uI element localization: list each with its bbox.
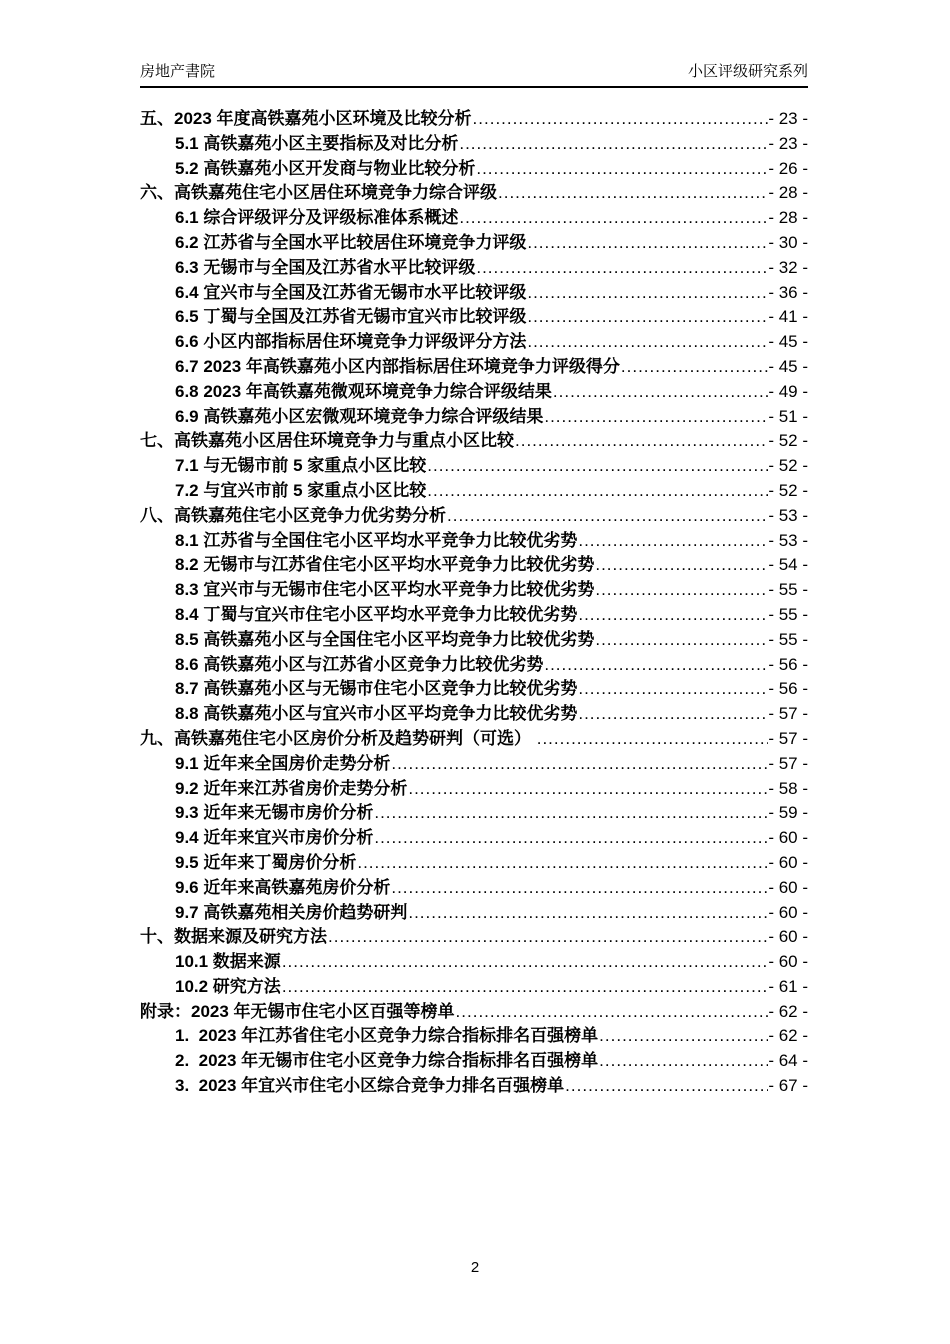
toc-dot-leader [599, 1026, 768, 1046]
toc-entry-page: - 60 - [768, 828, 808, 848]
toc-entry-page: - 57 - [768, 753, 808, 773]
toc-dot-leader [391, 754, 768, 774]
toc-entry-title: 6.6 小区内部指标居住环境竞争力评级评分方法 [175, 332, 527, 352]
toc-entry[interactable] [140, 203, 808, 228]
toc-entry-title: 8.6 高铁嘉苑小区与江苏省小区竞争力比较优劣势 [175, 654, 544, 674]
toc-entry[interactable] [140, 724, 808, 749]
toc-entry[interactable] [140, 749, 808, 774]
toc-entry[interactable] [140, 600, 808, 625]
toc-dot-leader [447, 506, 768, 526]
toc-dot-leader [595, 630, 768, 650]
toc-dot-leader [595, 580, 768, 600]
toc-dot-leader [427, 481, 768, 501]
toc-entry-page: - 52 - [768, 456, 808, 476]
toc [140, 104, 808, 1096]
toc-entry[interactable] [140, 1046, 808, 1071]
toc-dot-leader [498, 183, 768, 203]
toc-dot-leader [456, 1002, 769, 1022]
toc-entry-title: 8.1 江苏省与全国住宅小区平均水平竞争力比较优劣势 [175, 530, 578, 550]
toc-entry-page: - 28 - [768, 183, 808, 203]
toc-dot-leader [282, 977, 769, 997]
toc-entry[interactable] [140, 774, 808, 799]
toc-entry-page: - 55 - [768, 604, 808, 624]
toc-entry-page: - 41 - [768, 307, 808, 327]
toc-entry-page: - 54 - [768, 555, 808, 575]
toc-dot-leader [374, 803, 768, 823]
toc-entry-title: 1. 2023 年江苏省住宅小区竞争力综合指标排名百强榜单 [175, 1026, 599, 1046]
toc-entry-page: - 61 - [768, 976, 808, 996]
toc-entry[interactable] [140, 476, 808, 501]
toc-entry-page: - 64 - [768, 1051, 808, 1071]
toc-entry-title: 七、高铁嘉苑小区居住环境竞争力与重点小区比较 [140, 431, 514, 451]
toc-dot-leader [621, 357, 768, 377]
toc-entry[interactable] [140, 947, 808, 972]
toc-entry[interactable] [140, 352, 808, 377]
toc-entry-title: 6.1 综合评级评分及评级标准体系概述 [175, 208, 459, 228]
toc-entry[interactable] [140, 898, 808, 923]
toc-entry-page: - 55 - [768, 580, 808, 600]
toc-entry-title: 十、数据来源及研究方法 [140, 927, 327, 947]
toc-entry-page: - 56 - [768, 679, 808, 699]
toc-entry-page: - 23 - [768, 133, 808, 153]
toc-dot-leader [527, 332, 768, 352]
toc-entry-page: - 55 - [768, 629, 808, 649]
toc-dot-leader [578, 679, 768, 699]
toc-entry-title: 5.1 高铁嘉苑小区主要指标及对比分析 [175, 133, 459, 153]
toc-entry-page: - 53 - [768, 530, 808, 550]
toc-entry-title: 八、高铁嘉苑住宅小区竞争力优劣势分析 [140, 505, 446, 525]
toc-entry[interactable] [140, 426, 808, 451]
toc-entry-page: - 51 - [768, 406, 808, 426]
toc-entry-title: 9.1 近年来全国房价走势分析 [175, 753, 391, 773]
toc-entry[interactable] [140, 228, 808, 253]
toc-entry-page: - 52 - [768, 431, 808, 451]
toc-entry[interactable] [140, 798, 808, 823]
toc-entry-page: - 30 - [768, 232, 808, 252]
toc-dot-leader [374, 828, 768, 848]
toc-entry-page: - 52 - [768, 480, 808, 500]
toc-entry-page: - 58 - [768, 778, 808, 798]
toc-entry-title: 6.2 江苏省与全国水平比较居住环境竞争力评级 [175, 232, 527, 252]
toc-entry-page: - 60 - [768, 902, 808, 922]
toc-entry[interactable] [140, 1021, 808, 1046]
toc-dot-leader [565, 1076, 768, 1096]
toc-entry-page: - 60 - [768, 952, 808, 972]
toc-entry-page: - 53 - [768, 505, 808, 525]
toc-entry-page: - 57 - [768, 704, 808, 724]
toc-dot-leader [408, 903, 768, 923]
toc-entry[interactable] [140, 178, 808, 203]
toc-entry[interactable] [140, 922, 808, 947]
toc-entry-title: 6.5 丁蜀与全国及江苏省无锡市宜兴市比较评级 [175, 307, 527, 327]
toc-entry-page: - 59 - [768, 803, 808, 823]
toc-entry[interactable] [140, 873, 808, 898]
toc-entry[interactable] [140, 674, 808, 699]
toc-entry-page: - 56 - [768, 654, 808, 674]
header-right-text: 小区评级研究系列 [687, 63, 808, 80]
toc-dot-leader [578, 531, 768, 551]
toc-entry-page: - 36 - [768, 282, 808, 302]
toc-dot-leader [578, 605, 768, 625]
toc-entry-title: 8.7 高铁嘉苑小区与无锡市住宅小区竞争力比较优劣势 [175, 679, 578, 699]
toc-dot-leader [282, 952, 769, 972]
toc-dot-leader [473, 109, 769, 129]
toc-entry-title: 附录：2023 年无锡市住宅小区百强等榜单 [140, 1001, 455, 1021]
toc-entry-title: 7.1 与无锡市前 5 家重点小区比较 [175, 456, 427, 476]
toc-entry-title: 8.8 高铁嘉苑小区与宜兴市小区平均竞争力比较优劣势 [175, 704, 578, 724]
toc-dot-leader [476, 159, 768, 179]
toc-entry-title: 6.4 宜兴市与全国及江苏省无锡市水平比较评级 [175, 282, 527, 302]
toc-entry-page: - 28 - [768, 208, 808, 228]
toc-entry-page: - 60 - [768, 877, 808, 897]
toc-entry-title: 九、高铁嘉苑住宅小区房价分析及趋势研判（可选） [140, 728, 536, 748]
toc-entry-page: - 57 - [768, 728, 808, 748]
toc-entry[interactable] [140, 253, 808, 278]
toc-entry-title: 8.4 丁蜀与宜兴市住宅小区平均水平竞争力比较优劣势 [175, 604, 578, 624]
toc-entry[interactable] [140, 997, 808, 1022]
toc-entry-title: 10.1 数据来源 [175, 952, 281, 972]
toc-entry-title: 6.8 2023 年高铁嘉苑微观环境竞争力综合评级结果 [175, 381, 552, 401]
toc-entry[interactable] [140, 302, 808, 327]
toc-dot-leader [537, 729, 769, 749]
toc-entry-title: 6.7 2023 年高铁嘉苑小区内部指标居住环境竞争力评级得分 [175, 356, 620, 376]
toc-entry[interactable] [140, 699, 808, 724]
page-header [140, 60, 808, 88]
toc-entry-title: 9.6 近年来高铁嘉苑房价分析 [175, 877, 391, 897]
toc-entry-title: 5.2 高铁嘉苑小区开发商与物业比较分析 [175, 158, 476, 178]
toc-dot-leader [357, 853, 768, 873]
toc-entry-page: - 62 - [768, 1001, 808, 1021]
toc-entry[interactable] [140, 402, 808, 427]
page-number: 2 [470, 1259, 480, 1276]
toc-dot-leader [459, 208, 768, 228]
toc-entry-title: 10.2 研究方法 [175, 976, 281, 996]
toc-entry-page: - 26 - [768, 158, 808, 178]
toc-entry[interactable] [140, 526, 808, 551]
toc-entry-title: 9.3 近年来无锡市房价分析 [175, 803, 374, 823]
toc-entry-page: - 60 - [768, 852, 808, 872]
toc-entry[interactable] [140, 129, 808, 154]
toc-entry-title: 8.5 高铁嘉苑小区与全国住宅小区平均竞争力比较优劣势 [175, 629, 595, 649]
toc-entry-title: 2. 2023 年无锡市住宅小区竞争力综合指标排名百强榜单 [175, 1051, 599, 1071]
toc-dot-leader [553, 382, 768, 402]
toc-entry[interactable] [140, 327, 808, 352]
toc-dot-leader [476, 258, 768, 278]
toc-entry-title: 6.9 高铁嘉苑小区宏微观环境竞争力综合评级结果 [175, 406, 544, 426]
toc-entry-page: - 67 - [768, 1076, 808, 1096]
toc-dot-leader [527, 233, 768, 253]
toc-entry[interactable] [140, 1071, 808, 1096]
toc-entry[interactable] [140, 451, 808, 476]
toc-entry[interactable] [140, 848, 808, 873]
toc-entry-page: - 32 - [768, 257, 808, 277]
toc-entry-page: - 60 - [768, 927, 808, 947]
toc-entry-title: 8.3 宜兴市与无锡市住宅小区平均水平竞争力比较优劣势 [175, 580, 595, 600]
toc-entry-title: 6.3 无锡市与全国及江苏省水平比较评级 [175, 257, 476, 277]
toc-entry-page: - 49 - [768, 381, 808, 401]
toc-entry-page: - 62 - [768, 1026, 808, 1046]
toc-entry-title: 9.7 高铁嘉苑相关房价趋势研判 [175, 902, 408, 922]
toc-dot-leader [527, 307, 768, 327]
header-left-text: 房地产書院 [140, 63, 216, 80]
toc-entry[interactable] [140, 501, 808, 526]
toc-dot-leader [391, 878, 768, 898]
toc-entry-title: 9.4 近年来宜兴市房价分析 [175, 828, 374, 848]
toc-dot-leader [459, 134, 768, 154]
toc-entry[interactable] [140, 823, 808, 848]
toc-entry[interactable] [140, 550, 808, 575]
toc-entry[interactable] [140, 650, 808, 675]
toc-entry[interactable] [140, 278, 808, 303]
toc-entry-title: 7.2 与宜兴市前 5 家重点小区比较 [175, 480, 427, 500]
toc-dot-leader [408, 779, 768, 799]
toc-entry-page: - 45 - [768, 332, 808, 352]
toc-entry[interactable] [140, 154, 808, 179]
toc-dot-leader [544, 407, 768, 427]
toc-entry-title: 3. 2023 年宜兴市住宅小区综合竞争力排名百强榜单 [175, 1076, 565, 1096]
toc-entry[interactable] [140, 377, 808, 402]
toc-entry-title: 8.2 无锡市与江苏省住宅小区平均水平竞争力比较优劣势 [175, 555, 595, 575]
toc-entry-page: - 45 - [768, 356, 808, 376]
toc-entry[interactable] [140, 104, 808, 129]
toc-dot-leader [595, 555, 768, 575]
toc-entry-title: 五、2023 年度高铁嘉苑小区环境及比较分析 [140, 109, 472, 128]
toc-dot-leader [544, 655, 768, 675]
toc-entry[interactable] [140, 575, 808, 600]
toc-dot-leader [599, 1051, 768, 1071]
toc-entry-page: - 23 - [768, 109, 808, 128]
toc-entry-title: 9.2 近年来江苏省房价走势分析 [175, 778, 408, 798]
page-footer [0, 1259, 950, 1276]
toc-entry-title: 六、高铁嘉苑住宅小区居住环境竞争力综合评级 [140, 183, 497, 203]
toc-dot-leader [515, 431, 768, 451]
toc-entry[interactable] [140, 972, 808, 997]
toc-entry-title: 9.5 近年来丁蜀房价分析 [175, 852, 357, 872]
toc-dot-leader [578, 704, 768, 724]
toc-dot-leader [527, 283, 768, 303]
toc-dot-leader [427, 456, 768, 476]
toc-dot-leader [328, 927, 768, 947]
toc-entry[interactable] [140, 625, 808, 650]
